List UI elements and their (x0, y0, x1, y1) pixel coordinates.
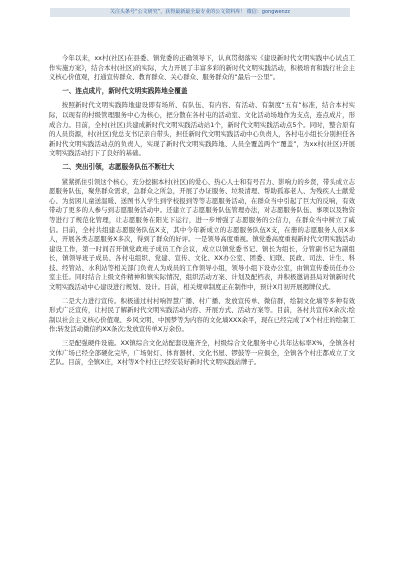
section-1-heading: 一、连点成片，新时代文明实践阵地全覆盖 (62, 86, 188, 95)
intro-paragraph: 今年以来，xx村(社区)在县委、镇党委的正确领导下，认真贯彻落实《建设新时代文明实践中心试点工作实施方案》，结合本村(社区)的实际，大力开展了丰富多彩的新时代文明实践活动，积极培育和践行社会主义核心价值观，打通宣传群众、教育群众、关心群众、服务群众的“最后一公里”。 (49, 54, 355, 82)
document-body (49, 54, 355, 372)
section-2-paragraph-3: 三是配强硬件设施。XX镇综合文化站配套设施齐全，村级综合文化服务中心共年达标率X%，全镇各村文体广场已经全部硬化完毕，广场射灯、体育器材、文化书屋、锣鼓等一应俱全，全镇各个村庄都成立了文艺队。目前，全镇X庄，X村等X个村庄已经安装好新时代文明实践站牌子。 (49, 339, 355, 367)
header-banner[interactable] (50, 8, 350, 17)
section-1-paragraph: 按照新时代文明实践阵地建设即有场所、有队伍、有内容、有活动、有制度“五有”标准，结合本村实际，以现有的村级管理服务中心为核心，把分散在各村屯的活动室、文化活动场地作为支点，连点成片，形成合力。目前，全村(社区)共建成新时代文明实践活动站1个，新时代文明实践活动点5个。同时，整合原有的人员资源，村(社区)党总支书记亲自带头，担任新时代文明实践活动中心负责人，各村屯小组长分别担任各新时代文明实践活动点的负责人，实现了新时代文明实践阵地、人员全覆盖两个“覆盖”，为xx村(社区)开展文明实践活动打下了良好的基础。 (49, 101, 355, 158)
section-2-paragraph-2: 二是大力进行宣传。积极通过村村响智慧广播、村广播、发放宣传单、微信群，绘制文化墙等多种有效形式广泛宣传，让村民了解新时代文明实践活动内容、开展方式、活动方案等。目前，各村共宣传X余次;绘制以社会主义核心价值观、乡风文明、中国梦等为内容的文化墙XXX余平，现在已经完成了X个村庄的绘制工作;转发活动微信约XX条次;发放宣传单X万余份。 (49, 296, 355, 334)
section-2-paragraph-1: 紧紧抓住引领这个核心，充分挖掘本村(社区)的爱心、热心人士和有号召力、影响力的乡贤，带头成立志愿服务队伍，聚焦群众需求，急群众之所急，开展了办证服务、垃圾清理、帮助孤寡老人、为残疾人士献爱心、为贫困儿童送温暖、送图书入学生到学校报到等等志愿服务活动，在群众当中引起了巨大的反响，有效带动了更多的人参与到志愿服务活动中。还建立了志愿服务队伍管理办法，对志愿服务队伍、事项以及物资等进行了规范化管理，让志愿服务在阳光下运行，进一步增强了志愿服务的公信力，在群众当中树立了威信。目前，全村共组建志愿服务队伍X支，其中今年新成立的志愿服务队伍X支，在册的志愿服务人员X多人，开展各类志愿服务X多次，得到了群众的好评。一是领导高度重视。镇党委高度重视新时代文明实践活动建设工作，第一时间召开镇党政班子成员工作会议，成立以镇党委书记、镇长为组长，分管副书记为副组长，镇领导班子成员、各村屯组织、党建、宣传、文化、XX办公室、团委、妇联、民政、司法、计生、科技、经管站、水利站等相关部门负责人为成员的工作领导小组，领导小组下设办公室，由镇宣传委员任办公室主任。同时结合上级文件精神和镇实际情况，组织活动方案、计划及配档表，并积极邀请县局对镇新时代文明实践活动中心建设进行规划、设计。目前，相关规章制度正在制作中，预计X月初开展揭牌仪式。 (49, 177, 355, 292)
section-2-heading: 二、突出引领，志愿服务队伍不断壮大 (62, 162, 175, 171)
banner-text: 关注头条号“公文研究”，获得最新最全最专业的公文资料库！ 微信：gongwenzz (110, 9, 290, 15)
